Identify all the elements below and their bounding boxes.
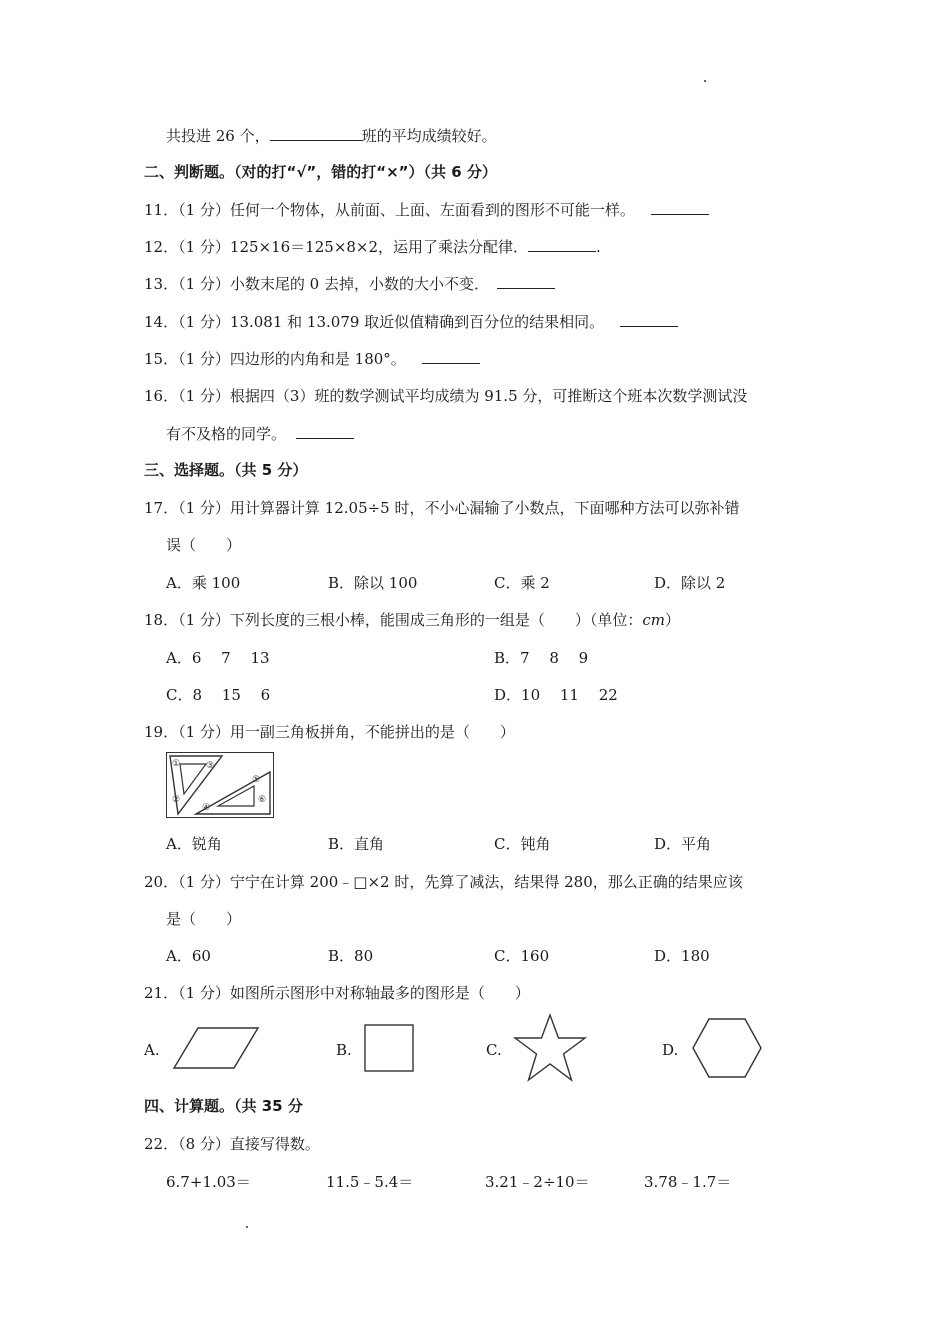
q18-option-c[interactable]: C．8 15 6: [166, 686, 271, 704]
q22-item[interactable]: 3.21﹣2÷10＝: [485, 1173, 590, 1191]
section-3-heading: 三、选择题。（共 5 分）: [144, 461, 308, 479]
answer-blank[interactable]: [651, 200, 709, 215]
question-17-cont: 误（ ）: [166, 536, 242, 554]
question-20: 20．（1 分）宁宁在计算 200﹣□×2 时，先算了减法，结果得 280，那么正确的结果应该: [144, 873, 743, 891]
q17-option-b[interactable]: B．除以 100: [328, 574, 418, 592]
q19-option-b[interactable]: B．直角: [328, 835, 385, 853]
q18-option-d[interactable]: D．10 11 22: [494, 686, 618, 704]
answer-blank[interactable]: [270, 126, 362, 141]
ruler-label: ⑤: [252, 775, 261, 785]
ruler-label: ③: [206, 761, 215, 771]
q21-option-a[interactable]: A.: [144, 1041, 160, 1059]
question-14: 14．（1 分）13.081 和 13.079 取近似值精确到百分位的结果相同。: [144, 312, 678, 332]
q20-option-b[interactable]: B．80: [328, 947, 374, 965]
question-17: 17．（1 分）用计算器计算 12.05÷5 时，不小心漏输了小数点，下面哪种方法可以弥补错: [144, 499, 740, 517]
q22-item[interactable]: 6.7+1.03＝: [166, 1173, 251, 1191]
section-2-heading: 二、判断题。（对的打“√”，错的打“×”）（共 6 分）: [144, 163, 497, 181]
scan-dot: [246, 1226, 248, 1228]
question-13: 13．（1 分）小数末尾的 0 去掉，小数的大小不变．: [144, 274, 555, 294]
parallelogram-shape: [170, 1024, 262, 1072]
answer-blank[interactable]: [296, 424, 354, 439]
scan-dot: [704, 80, 706, 82]
q22-item[interactable]: 3.78﹣1.7＝: [644, 1173, 732, 1191]
q20-option-a[interactable]: A．60: [166, 947, 211, 965]
hexagon-shape: [690, 1016, 764, 1080]
q20-option-d[interactable]: D．180: [654, 947, 710, 965]
answer-blank[interactable]: [497, 274, 555, 289]
answer-blank[interactable]: [528, 237, 596, 252]
carry-over-line: 共投进 26 个， 班的平均成绩较好。: [166, 127, 497, 145]
q21-option-c[interactable]: C.: [486, 1041, 502, 1059]
question-15: 15．（1 分）四边形的内角和是 180°。: [144, 349, 480, 369]
ruler-label: ④: [202, 803, 211, 813]
q21-option-d[interactable]: D.: [662, 1041, 679, 1059]
question-20-cont: 是（ ）: [166, 910, 242, 928]
question-16-cont: 有不及格的同学。: [166, 424, 354, 444]
question-18: 18．（1 分）下列长度的三根小棒，能围成三角形的一组是（ ）（单位：cm）: [144, 611, 681, 629]
answer-blank[interactable]: [422, 349, 480, 364]
q17-option-d[interactable]: D．除以 2: [654, 574, 726, 592]
q18-option-a[interactable]: A．6 7 13: [166, 649, 270, 667]
ruler-label: ②: [172, 795, 181, 805]
square-shape: [362, 1022, 416, 1074]
q17-option-a[interactable]: A．乘 100: [166, 574, 241, 592]
triangle-rulers-figure: [166, 752, 274, 818]
q22-item[interactable]: 11.5﹣5.4＝: [326, 1173, 414, 1191]
answer-blank[interactable]: [620, 312, 678, 327]
question-16: 16．（1 分）根据四（3）班的数学测试平均成绩为 91.5 分，可推断这个班本次数学测试没: [144, 387, 748, 405]
question-19: 19．（1 分）用一副三角板拼角，不能拼出的是（ ）: [144, 723, 515, 741]
q21-option-b[interactable]: B.: [336, 1041, 352, 1059]
q19-option-a[interactable]: A．锐角: [166, 835, 222, 853]
question-11: 11．（1 分）任何一个物体，从前面、上面、左面看到的图形不可能一样。: [144, 200, 709, 220]
section-4-heading: 四、计算题。（共 35 分: [144, 1097, 303, 1115]
question-22: 22．（8 分）直接写得数。: [144, 1135, 320, 1153]
star-shape: [512, 1012, 588, 1084]
q20-option-c[interactable]: C．160: [494, 947, 550, 965]
q17-option-c[interactable]: C．乘 2: [494, 574, 550, 592]
q19-option-c[interactable]: C．钝角: [494, 835, 551, 853]
q19-option-d[interactable]: D．平角: [654, 835, 712, 853]
ruler-label: ①: [172, 759, 181, 769]
question-12: 12．（1 分）125×16＝125×8×2，运用了乘法分配律． .: [144, 238, 601, 256]
question-21: 21．（1 分）如图所示图形中对称轴最多的图形是（ ）: [144, 984, 530, 1002]
q18-option-b[interactable]: B．7 8 9: [494, 649, 589, 667]
ruler-label: ⑥: [258, 795, 267, 805]
